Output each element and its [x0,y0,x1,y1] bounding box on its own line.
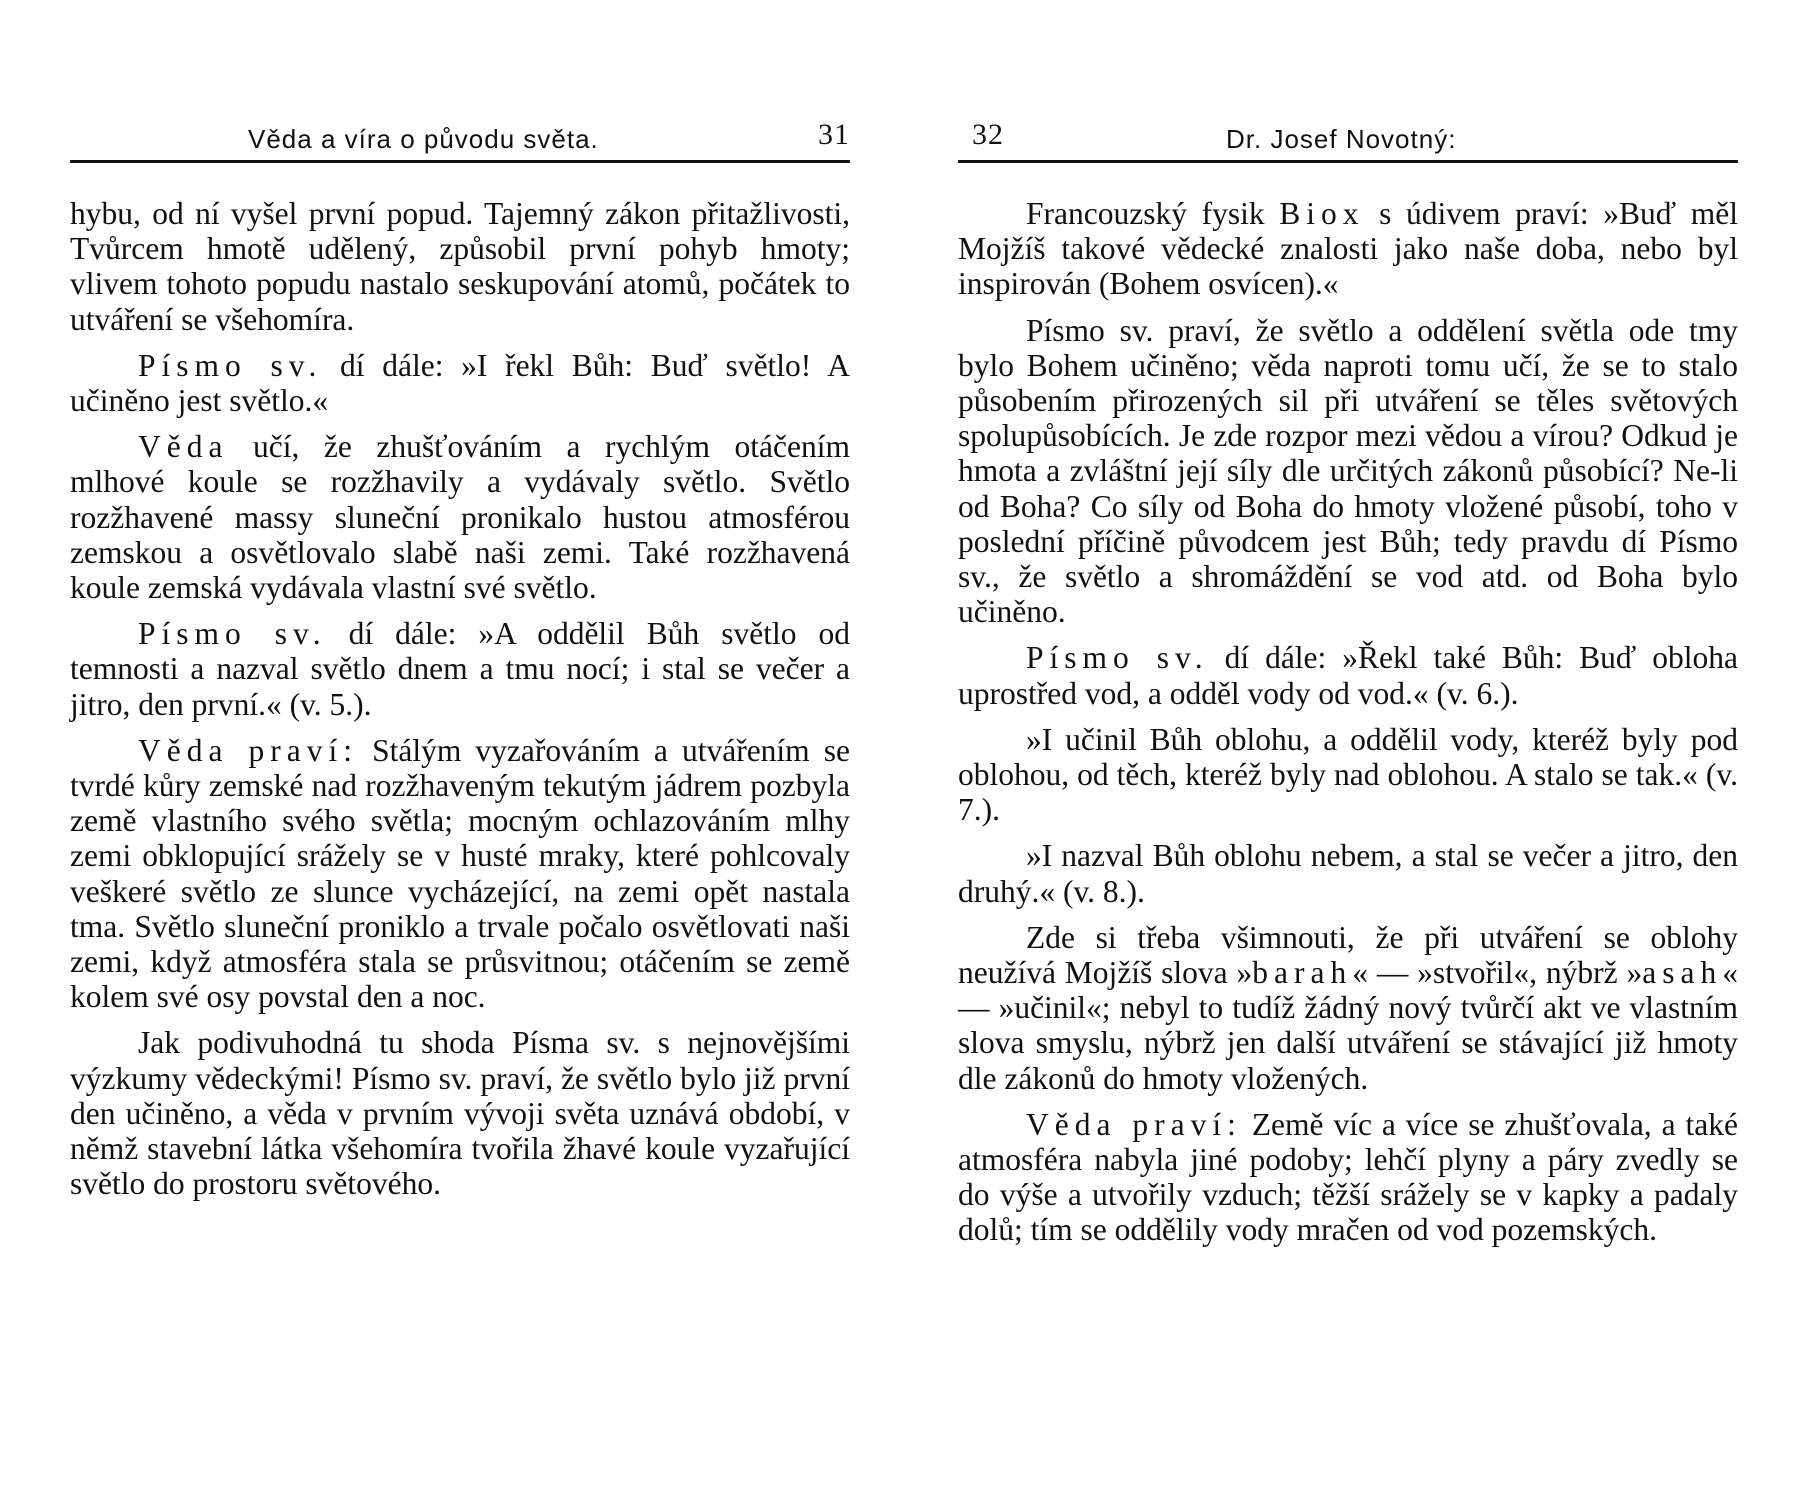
right-page-body [958,196,1738,1259]
spaced-emphasis: Písmo sv. [1026,640,1209,676]
spaced-emphasis: Písmo sv. [138,347,323,383]
paragraph: Písmo sv. praví, že světlo a oddělení světla ode tmy bylo Bohem učiněno; věda naproti tomu učí, že se to stalo působením přirozených sil při utváření se těles světových spolupůsobících. Je zde rozpor mezi vědou a vírou? Odkud je hmota a zvláštní její síly dle určitých zákonů působící? Ne-li od Boha? Co síly od Boha do hmoty vložené působí, toho v poslední příčině původcem jest Bůh; tedy pravdu dí Písmo sv., že světlo a shromáždění se vod atd. od Boha bylo učiněno. [958,312,1738,630]
paragraph: Písmo sv. dí dále: »Řekl také Bůh: Buď obloha uprostřed vod, a odděl vody od vod.« (v. 6.). [958,640,1739,711]
spaced-emphasis: Písmo sv. [138,616,327,652]
page-number: 31 [818,118,850,151]
paragraph: Věda učí, že zhušťováním a rychlým otáčením mlhové koule se rozžhavily a vydávaly světlo. Světlo rozžhavené massy sluneční pronikalo hustou atmosférou zemskou a osvětlovalo slabě naši zemi. Také rozžhavená koule zemská vydávala vlastní své světlo. [70,429,850,606]
right-page [958,0,1738,1500]
right-page-header [958,118,1738,160]
spaced-emphasis: Biox [1279,196,1365,231]
paragraph: Písmo sv. dí dále: »A oddělil Bůh světlo od temnosti a nazval světlo dnem a tmu nocí; i stal se večer a jitro, den první.« (v. 5.). [70,616,850,722]
header-rule [958,160,1738,163]
paragraph: Zde si třeba všimnouti, že při utváření se oblohy neužívá Mojžíš slova »barah« — »stvořil«, nýbrž »asah« — »učinil«; nebyl to tudíž žádný nový tvůrčí akt ve vlastním slova smyslu, nýbrž jen další utváření se stávající již hmoty dle zákonů do hmoty vložených. [958,919,1738,1096]
spaced-emphasis: Věda [138,429,229,465]
spaced-emphasis: Věda praví: [138,732,359,768]
header-rule [70,160,850,163]
paragraph: Písmo sv. dí dále: »I řekl Bůh: Buď světlo! A učiněno jest světlo.« [70,347,850,419]
left-page-header [70,118,850,160]
spaced-emphasis: barah [1252,955,1353,991]
paragraph: Francouzský fysik Biox s údivem praví: »Buď měl Mojžíš takové vědecké znalosti jako naše doba, nebo byl inspirován (Bohem osvícen).« [958,196,1738,302]
running-title: Věda a víra o původu světa. [248,124,599,154]
left-page-body [70,196,850,1212]
spaced-emphasis: asah [1642,955,1723,991]
paragraph: Věda praví: Stálým vyzařováním a utvářením se tvrdé kůry zemské nad rozžhaveným tekutým jádrem pozbyla země vlastního svého světla; mocným ochlazováním mlhy zemi obklopující srážely se v husté mraky, které pohlcovaly veškeré světlo ze slunce vycházející, na zemi opět nastala tma. Světlo sluneční proniklo a trvale počalo osvětlovati naši zemi, když atmosféra stala se průsvitnou; otáčením se země kolem své osy povstal den a noc. [70,732,851,1015]
page-number: 32 [972,118,1004,151]
paragraph: hybu, od ní vyšel první popud. Tajemný zákon přitažlivosti, Tvůrcem hmotě udělený, způsobil první pohyb hmoty; vlivem tohoto popudu nastalo seskupování atomů, počátek to utváření se všehomíra. [70,196,850,337]
spaced-emphasis: Věda praví: [1026,1106,1242,1142]
left-page [70,0,850,1500]
running-title: Dr. Josef Novotný: [1226,124,1457,154]
paragraph: Věda praví: Země víc a více se zhušťovala, a také atmosféra nabyla jiné podoby; lehčí plyny a páry zvedly se do výše a utvořily vzduch; těžší srážely se v kapky a padaly dolů; tím se oddělily vody mračen od vod pozemských. [958,1106,1738,1248]
paragraph: »I učinil Bůh oblohu, a oddělil vody, kteréž byly pod oblohou, od těch, kteréž byly nad oblohou. A stalo se tak.« (v. 7.). [958,721,1738,828]
paragraph: Jak podivuhodná tu shoda Písma sv. s nejnovějšími výzkumy vědeckými! Písmo sv. praví, že světlo bylo již první den učiněno, a věda v prvním vývoji světa uznává období, v němž stavební látka všehomíra tvořila žhavé koule vyzařující světlo do prostoru světového. [70,1025,850,1202]
paragraph: »I nazval Bůh oblohu nebem, a stal se večer a jitro, den druhý.« (v. 8.). [958,838,1738,909]
